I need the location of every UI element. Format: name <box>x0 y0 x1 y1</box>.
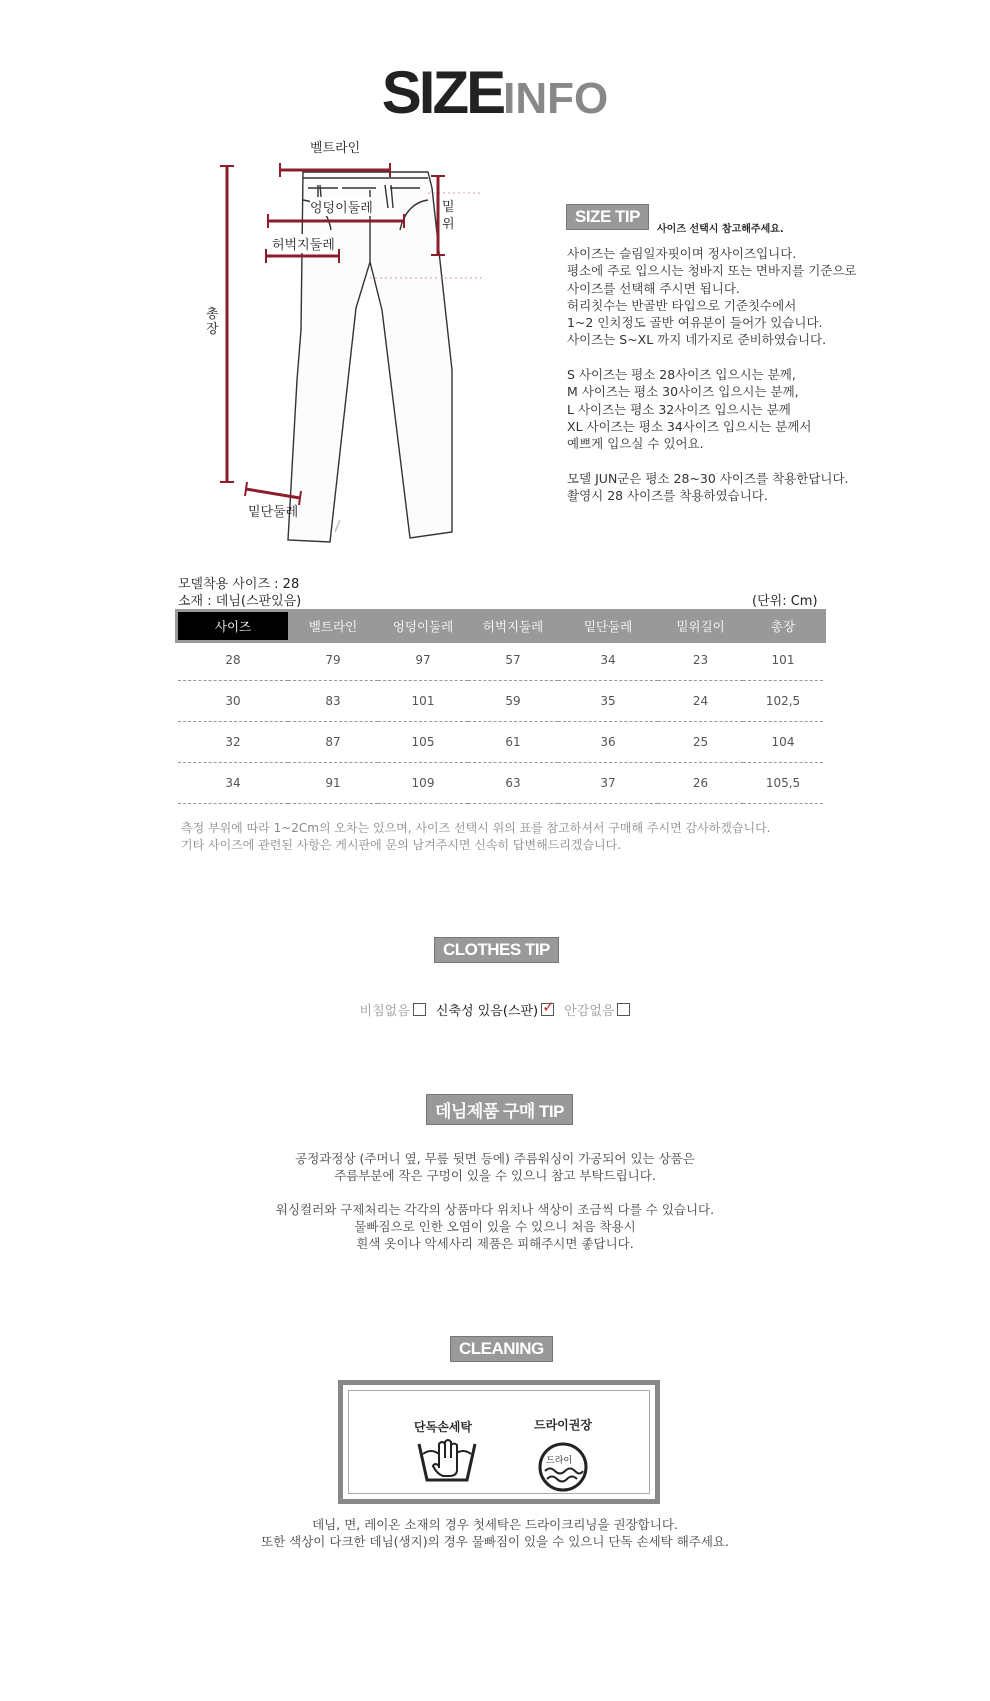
size-tip-line: 모델 JUN군은 평소 28~30 사이즈를 착용한답니다. <box>567 470 849 486</box>
table-cell: 97 <box>378 640 468 681</box>
size-tip-subtitle: 사이즈 선택시 참고해주세요. <box>657 224 784 235</box>
table-cell: 37 <box>558 763 658 804</box>
header-thigh: 허벅지둘레 <box>468 612 558 640</box>
table-cell: 79 <box>288 640 378 681</box>
table-cell: 104 <box>743 722 823 763</box>
stretch-checkbox <box>541 998 555 1016</box>
table-cell: 83 <box>288 681 378 722</box>
table-cell: 105 <box>378 722 468 763</box>
table-cell: 63 <box>468 763 558 804</box>
no-see-through-label: 비침없음 <box>359 1004 410 1019</box>
dry-clean-label: 드라이권장 <box>534 1418 592 1432</box>
denim-tip-line: 흰색 옷이나 악세사리 제품은 피해주시면 좋답니다. <box>356 1236 634 1251</box>
hand-wash-icon <box>417 1438 477 1484</box>
table-cell: 34 <box>178 763 288 804</box>
denim-tip-line: 공정과정상 (주머니 옆, 무릎 뒷면 등에) 주름워싱이 가공되어 있는 상품은 <box>295 1151 695 1166</box>
size-tip-line: 사이즈는 슬림일자핏이며 정사이즈입니다. <box>567 246 797 261</box>
table-cell: 36 <box>558 722 658 763</box>
belt-line-label: 벨트라인 <box>310 141 361 156</box>
size-tip-line: 허리칫수는 반골반 타입으로 기준칫수에서 <box>567 297 797 313</box>
no-see-through-checkbox <box>413 1003 426 1016</box>
cleaning-text <box>0 1516 990 1550</box>
cleaning-badge: CLEANING <box>450 1336 553 1362</box>
table-cell: 26 <box>658 763 743 804</box>
size-tip-line: S 사이즈는 평소 28사이즈 입으시는 분께, <box>567 367 796 383</box>
hem-label: 밑단둘레 <box>248 505 299 520</box>
size-tip-line: 예쁘게 입으실 수 있어요. <box>567 436 704 452</box>
size-tip-line: 사이즈는 S~XL 까지 네가지로 준비하였습니다. <box>567 332 827 348</box>
table-cell: 91 <box>288 763 378 804</box>
table-row <box>178 722 823 763</box>
table-cell: 30 <box>178 681 288 722</box>
denim-tip-line: 워싱컬러와 구제처리는 각각의 상품마다 위치나 색상이 조금씩 다를 수 있습니다. <box>275 1202 715 1217</box>
pants-diagram <box>200 140 500 570</box>
denim-tip-line: 주름부분에 작은 구멍이 있을 수 있으니 참고 부탁드립니다. <box>334 1168 656 1183</box>
table-cell: 105,5 <box>743 763 823 804</box>
size-tip-line: 1~2 인치정도 골반 여유분이 들어가 있습니다. <box>567 315 823 331</box>
table-cell: 32 <box>178 722 288 763</box>
model-info <box>178 576 301 610</box>
page-title <box>0 58 990 127</box>
header-size: 사이즈 <box>178 612 288 640</box>
stretch-label: 신축성 있음(스판) <box>435 1004 539 1019</box>
table-cell: 25 <box>658 722 743 763</box>
table-cell: 34 <box>558 640 658 681</box>
table-cell: 57 <box>468 640 558 681</box>
table-cell: 24 <box>658 681 743 722</box>
rise-label-2: 위 <box>442 217 455 232</box>
unit-label: (단위: Cm) <box>752 594 818 609</box>
model-size: 모델착용 사이즈 : 28 <box>178 577 300 592</box>
table-row <box>178 681 823 722</box>
denim-tip-line: 물빠짐으로 인한 오염이 있을 수 있으니 처음 착용시 <box>354 1219 636 1234</box>
material: 소재 : 데님(스판있음) <box>178 594 302 609</box>
table-cell: 59 <box>468 681 558 722</box>
cleaning-line: 또한 색상이 다크한 데님(생지)의 경우 물빠짐이 있을 수 있으니 단독 손세탁 해주세요. <box>261 1534 729 1549</box>
hip-label: 엉덩이둘레 <box>310 197 373 216</box>
table-cell: 101 <box>378 681 468 722</box>
denim-tip-text <box>0 1150 990 1252</box>
title-info: INFO <box>503 74 609 123</box>
dry-icon-text: 드라이 <box>546 1456 573 1466</box>
clothes-tip-badge: CLOTHES TIP <box>434 937 559 963</box>
title-size: SIZE <box>381 59 504 126</box>
dry-clean-icon <box>537 1441 589 1493</box>
header-hem: 밑단둘레 <box>558 612 658 640</box>
header-belt: 벨트라인 <box>288 612 378 640</box>
hand-wash-label: 단독손세탁 <box>414 1420 472 1434</box>
size-tip-line: XL 사이즈는 평소 34사이즈 입으시는 분께서 <box>567 418 812 434</box>
thigh-label: 허벅지둘레 <box>272 234 335 253</box>
table-cell: 109 <box>378 763 468 804</box>
size-table <box>178 612 823 804</box>
no-lining-checkbox <box>617 1003 630 1016</box>
note-line: 기타 사이즈에 관련된 사항은 게시판에 문의 남겨주시면 신속히 답변해드리겠습니다. <box>181 838 622 852</box>
header-rise: 밑위길이 <box>658 612 743 640</box>
table-row <box>178 763 823 804</box>
size-tip-line: 촬영시 28 사이즈를 착용하였습니다. <box>567 488 768 504</box>
header-length: 총장 <box>743 612 823 640</box>
table-header-row <box>178 612 823 640</box>
size-tip-line: L 사이즈는 평소 32사이즈 입으시는 분께 <box>567 401 791 417</box>
size-tip-line: M 사이즈는 평소 30사이즈 입으시는 분께, <box>567 384 799 400</box>
denim-tip-badge: 데님제품 구매 TIP <box>426 1094 573 1125</box>
table-cell: 28 <box>178 640 288 681</box>
size-notes <box>181 820 770 854</box>
table-cell: 35 <box>558 681 658 722</box>
table-cell: 102,5 <box>743 681 823 722</box>
note-line: 측정 부위에 따라 1~2Cm의 오차는 있으며, 사이즈 선택시 위의 표를 참고하셔서 구매해 주시면 감사하겠습니다. <box>181 821 771 835</box>
header-hip: 엉덩이둘레 <box>378 612 468 640</box>
no-lining-label: 안감없음 <box>564 1004 615 1019</box>
length-label-1: 총 <box>206 307 219 322</box>
size-tip-text <box>567 245 857 504</box>
table-row <box>178 640 823 681</box>
cleaning-icons-frame <box>338 1380 660 1504</box>
clothes-tip-options <box>0 1000 990 1019</box>
rise-label-1: 밑 <box>442 200 455 215</box>
size-tip-line: 사이즈를 선택해 주시면 됩니다. <box>567 280 740 296</box>
cleaning-line: 데님, 면, 레이온 소재의 경우 첫세탁은 드라이크리닝을 권장합니다. <box>312 1517 678 1532</box>
table-cell: 61 <box>468 722 558 763</box>
size-tip-line <box>567 349 857 366</box>
size-tip-line <box>567 453 857 470</box>
length-label-2: 장 <box>206 322 219 337</box>
size-tip-line: 평소에 주로 입으시는 청바지 또는 면바지를 기준으로 <box>567 263 857 279</box>
denim-tip-line <box>0 1184 990 1201</box>
table-cell: 23 <box>658 640 743 681</box>
table-cell: 101 <box>743 640 823 681</box>
check-mark-icon: ✓ <box>542 998 555 1016</box>
table-cell: 87 <box>288 722 378 763</box>
size-tip-badge: SIZE TIP <box>566 204 649 230</box>
